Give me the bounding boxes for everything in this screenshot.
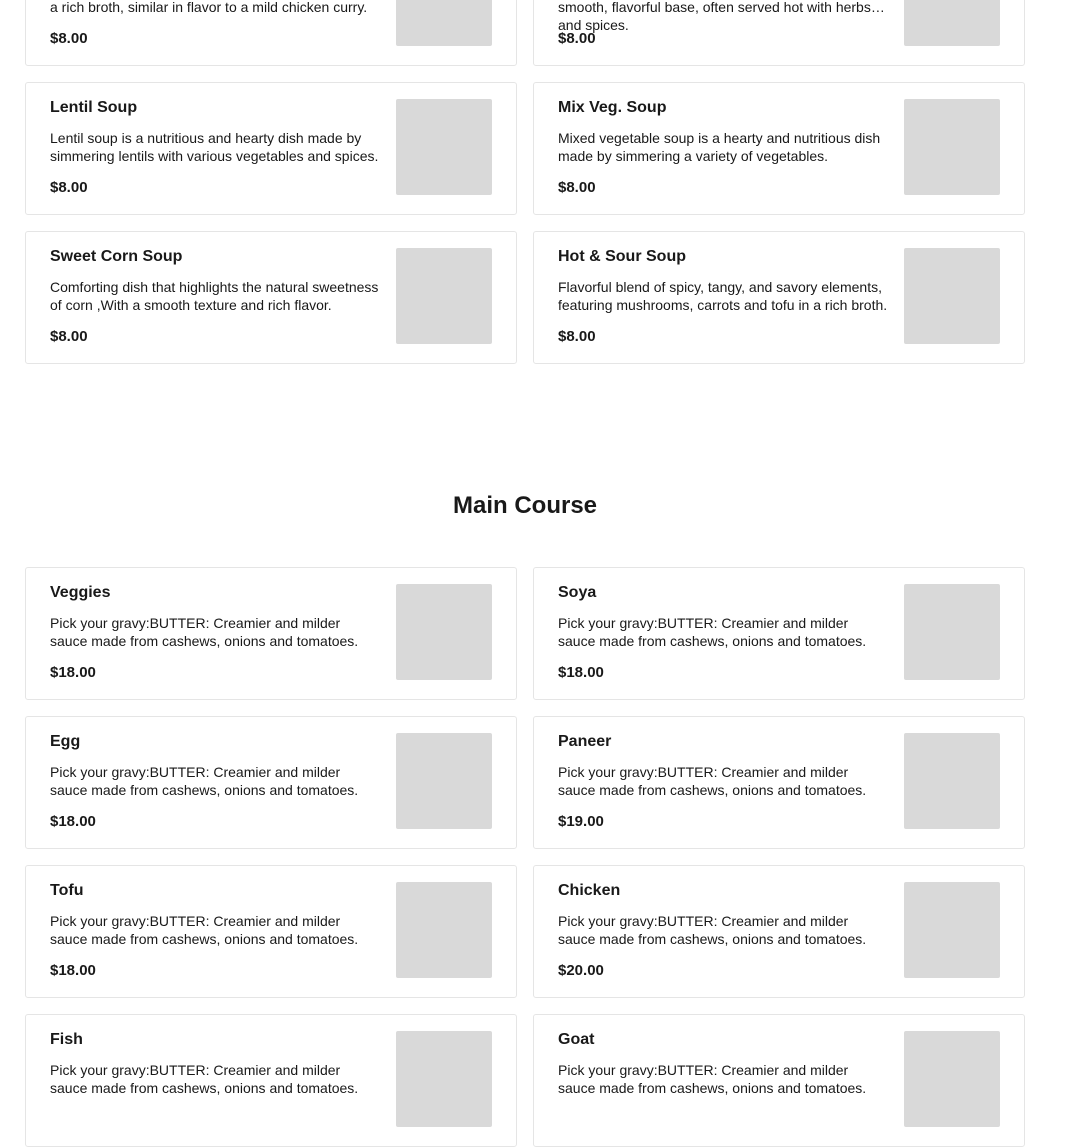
item-image-placeholder	[904, 584, 1000, 680]
item-price: $8.00	[50, 179, 88, 196]
item-image-placeholder	[904, 1031, 1000, 1127]
menu-item-card[interactable]	[25, 231, 517, 364]
item-price: $8.00	[558, 328, 596, 345]
item-price: $8.00	[558, 179, 596, 196]
item-image-placeholder	[396, 882, 492, 978]
item-description: Pick your gravy:BUTTER: Creamier and milder sauce made from cashews, onions and tomatoes.	[50, 764, 359, 798]
item-name: Soya	[558, 584, 597, 601]
item-image-placeholder	[904, 99, 1000, 195]
menu-item-card[interactable]	[533, 1014, 1025, 1147]
item-description: Lentil soup is a nutritious and hearty dish made by simmering lentils with various vegetables and spices.	[50, 130, 379, 164]
item-image-placeholder	[904, 0, 1000, 46]
item-image-placeholder	[904, 248, 1000, 344]
menu-item-card[interactable]	[25, 1014, 517, 1147]
item-name: Paneer	[558, 733, 612, 750]
section-title-main-course: Main Course	[452, 492, 598, 519]
menu-item-card[interactable]	[533, 0, 1025, 66]
item-description: Pick your gravy:BUTTER: Creamier and milder sauce made from cashews, onions and tomatoes.	[558, 913, 867, 947]
item-price: $20.00	[558, 962, 604, 979]
item-price: $8.00	[50, 328, 88, 345]
item-description: Pick your gravy:BUTTER: Creamier and milder sauce made from cashews, onions and tomatoes.	[50, 615, 359, 649]
item-price: $19.00	[558, 813, 604, 830]
item-description: Pick your gravy:BUTTER: Creamier and milder sauce made from cashews, onions and tomatoes.	[558, 615, 867, 649]
item-image-placeholder	[396, 99, 492, 195]
item-price: $18.00	[50, 813, 96, 830]
item-price: $18.00	[50, 664, 96, 681]
menu-item-card[interactable]	[533, 82, 1025, 215]
menu-item-card[interactable]	[533, 865, 1025, 998]
item-image-placeholder	[904, 882, 1000, 978]
item-image-placeholder	[904, 733, 1000, 829]
item-description: Flavorful blend of spicy, tangy, and savory elements, featuring mushrooms, carrots and tofu in a rich broth.	[558, 279, 888, 313]
item-description: Pick your gravy:BUTTER: Creamier and milder sauce made from cashews, onions and tomatoes.	[558, 764, 867, 798]
menu-item-card[interactable]	[533, 716, 1025, 849]
item-name: Egg	[50, 733, 81, 750]
item-price: $18.00	[50, 962, 96, 979]
menu-item-card[interactable]	[25, 82, 517, 215]
item-name: Lentil Soup	[50, 99, 138, 116]
item-price: $8.00	[558, 30, 596, 47]
menu-item-card[interactable]	[25, 716, 517, 849]
item-price: $18.00	[558, 664, 604, 681]
item-name: Veggies	[50, 584, 111, 601]
item-description: a rich broth, similar in flavor to a mild chicken curry.	[50, 0, 368, 15]
item-price: $8.00	[50, 30, 88, 47]
item-image-placeholder	[396, 1031, 492, 1127]
main-course-grid	[25, 567, 1025, 1147]
item-description: Mixed vegetable soup is a hearty and nutritious dish made by simmering a variety of vegetables.	[558, 130, 881, 164]
item-description: Pick your gravy:BUTTER: Creamier and milder sauce made from cashews, onions and tomatoes.	[50, 1062, 359, 1096]
item-description: Pick your gravy:BUTTER: Creamier and milder sauce made from cashews, onions and tomatoes.	[558, 1062, 867, 1096]
menu-item-card[interactable]	[533, 567, 1025, 700]
item-name: Chicken	[558, 882, 621, 899]
item-image-placeholder	[396, 248, 492, 344]
menu-item-card[interactable]	[533, 231, 1025, 364]
item-image-placeholder	[396, 733, 492, 829]
menu-item-card[interactable]	[25, 0, 517, 66]
item-image-placeholder	[396, 0, 492, 46]
item-name: Tofu	[50, 882, 84, 899]
item-name: Goat	[558, 1031, 595, 1048]
item-image-placeholder	[396, 584, 492, 680]
menu-item-card[interactable]	[25, 865, 517, 998]
item-description: smooth, flavorful base, often served hot with herbs and spices.	[558, 0, 871, 33]
item-name: Hot & Sour Soup	[558, 248, 686, 265]
item-name: Fish	[50, 1031, 83, 1048]
item-name: Mix Veg. Soup	[558, 99, 667, 116]
item-description: Comforting dish that highlights the natural sweetness of corn ,With a smooth texture and rich flavor.	[50, 279, 379, 313]
soups-grid	[25, 0, 1025, 364]
menu-item-card[interactable]	[25, 567, 517, 700]
item-name: Sweet Corn Soup	[50, 248, 183, 265]
item-description: Pick your gravy:BUTTER: Creamier and milder sauce made from cashews, onions and tomatoes.	[50, 913, 359, 947]
